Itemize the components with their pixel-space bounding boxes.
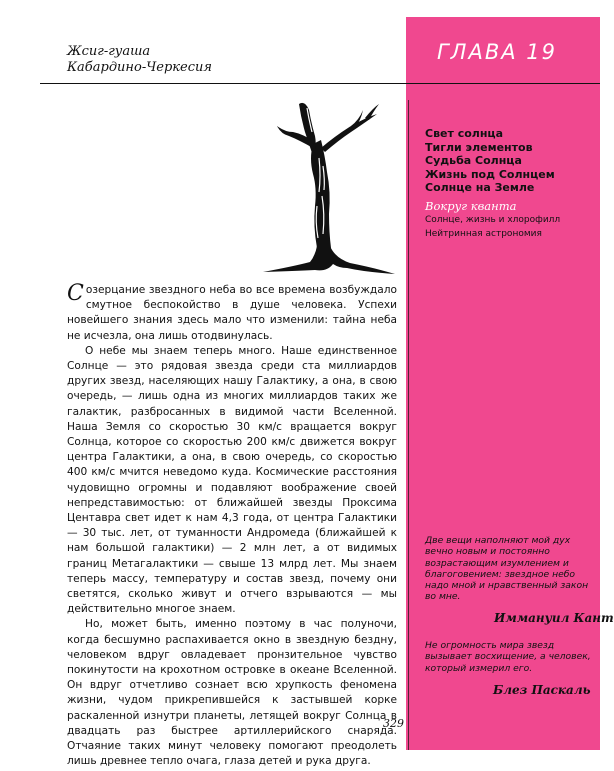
toc-item: Свет солнца [425,127,504,140]
header-rule [40,83,406,84]
toc-item: Солнце на Земле [425,181,535,194]
column-divider [408,100,409,750]
paragraph-1-text: озерцание звездного неба во все времена возбуждало смутное беспокойство в душе человека. Успехи новейшего знания здесь мало что изменили: тайна неба не исчезла, она лишь отодвинулась. [67,284,397,342]
photo-caption-place [67,44,212,76]
place-line-2: Кабардино-Черкесия [67,60,212,75]
epigraph-author-2: Блез Паскаль [493,683,591,697]
toc-item: Тигли элементов [425,140,533,154]
paragraph-1 [67,283,397,344]
toc-small-item: Нейтринная астрономия [425,228,542,239]
toc-small-item: Солнце, жизнь и хлорофилл [425,214,561,225]
tree-figure-icon [263,103,395,274]
page-number: 329 [383,717,404,730]
paragraph-3: Но, может быть, именно поэтому в час полуночи, когда бесшумно распахивается окно в звездную бездну, человеком вдруг овладевает пронзительное чувство покинутости на крохотном островке в океане Вселенной. Он вдруг отчетливо сознает всю хрупкость феномена жизни, чудом прикрепившейся к застывшей корке раскаленной изнутри планеты, летящей вокруг Солнца в двадцать раз быстрее артиллерийского снаряда. Отчаяние таких минут человеку помогают преодолеть лишь древнее тепло очага, глаза детей и рука друга. [67,618,397,768]
epigraph-author-1: Иммануил Кант [494,611,614,625]
place-line-1: Жсиг-гуаша [67,44,151,59]
chapter-contents [425,127,595,241]
header-rule-right [406,83,600,84]
drop-cap: С [67,281,84,306]
toc-item: Жизнь под Солнцем [425,167,555,181]
epigraph-quote-2: Не огромность мира звезд вызывает восхищение, а человек, который измерил его. [425,640,591,674]
paragraph-2: О небе мы знаем теперь много. Наше единственное Солнце — это рядовая звезда среди ста миллиардов других звезд, населяющих нашу Галактику, а она, в свою очередь, — лишь одна из многих миллиардов таких же галактик, разбросанных в видимой части Вселенной. Наша Земля со скоростью 30 км/с вращается вокруг Солнца, которое со скоростью 200 км/с движется вокруг центра Галактики, а она, в свою очередь, со скоростью 400 км/с мчится неведомо куда. Космические расстояния чудовищно огромны и подавляют воображение своей непредставимостью: от ближайшей звезды Проксима Центавра свет идет к нам 4,3 года, от центра Галактики — 30 тыс. лет, от туманности Андромеда (ближайшей к нам большой галактики) — 2 млн лет, а от видимых границ Метагалактики — свыше 13 млрд лет. Мы знаем теперь массу, температуру и состав звезд, почему они светятся, сколько живут и отчего взрываются — мы действительно многое знаем. [67,344,397,616]
epigraph-quote-1: Две вещи наполняют мой дух вечно новым и постоянно возрастающим изумлением и благоговением: звездное небо надо мной и нравственный закон во мне. [425,535,589,603]
main-body-text [67,283,397,770]
toc-script-item: Вокруг кванта [425,198,517,213]
tree-illustration [255,96,405,286]
toc-item: Судьба Солнца [425,154,522,167]
chapter-title: ГЛАВА 19 [436,40,558,64]
